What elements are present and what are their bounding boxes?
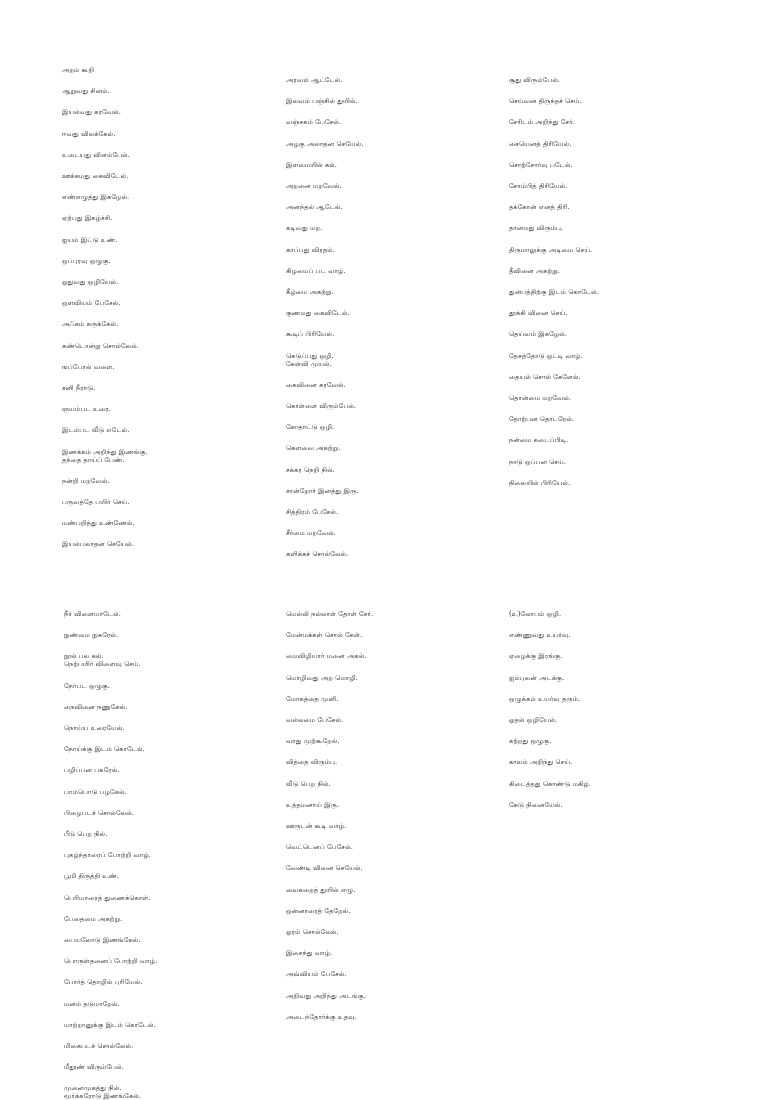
verse-line: நன்றி மறவேல். — [62, 476, 110, 485]
verse-line: காலம் அறிந்து செய். — [509, 758, 573, 767]
verse-entry — [509, 288, 599, 296]
verse-line: மேன்மக்கள் சொல் கேள். — [286, 631, 363, 640]
verse-line: பாம்பொடு பழகேல். — [64, 787, 127, 796]
verse-line: பூமி திருத்தி உண். — [64, 872, 120, 881]
verse-line: பருவத்தே பயிர் செய். — [62, 498, 130, 506]
verse-line: நீர் விளையாடேல். — [64, 610, 121, 618]
verse-entry — [64, 894, 151, 902]
verse-line: துன்பத்திற்கு இடம் கொடேல். — [509, 288, 600, 296]
verse-line: சித்திரம் பேசேல். — [286, 508, 339, 516]
verse-line: மண்பறித்து உண்ணேல். — [62, 519, 135, 528]
verse-line: சூது விரும்பேல். — [509, 76, 561, 84]
verse-line: பிழைபடச் சொல்லேல். — [64, 808, 134, 817]
verse-entry — [286, 610, 373, 618]
verse-entry — [64, 851, 151, 859]
verse-entry — [286, 780, 331, 788]
verse-line: ஏழைக்கு இரங்கு. — [509, 652, 563, 661]
verse-entry — [509, 246, 592, 254]
verse-entry — [286, 444, 340, 452]
verse-entry — [64, 978, 143, 986]
verse-entry — [286, 246, 335, 254]
verse-line: ஒன்னாரைத் தேறேல். — [286, 906, 351, 915]
verse-line: வாது முற்கூறேல். — [286, 737, 340, 746]
verse-line: கண்டொன்று சொல்லேல். — [62, 341, 139, 350]
verse-entry — [286, 76, 343, 84]
verse-line: கூடிப் பிரியேல். — [286, 330, 335, 339]
verse-entry — [286, 949, 332, 957]
verse-entry — [286, 224, 322, 232]
verse-line: இயல்வது கரவேல். — [62, 108, 121, 117]
verse-entry — [509, 695, 580, 703]
verse-line: புகழ்ந்தாரைப் போற்றி வாழ். — [64, 851, 151, 860]
verse-line: மைவிழியார் மனை அகல். — [286, 652, 367, 661]
verse-entry — [62, 477, 110, 485]
verse-entry — [286, 352, 334, 368]
verse-line: சொற்சோர்வு படேல். — [509, 160, 573, 169]
verse-line: மோகத்தை முனி. — [286, 694, 339, 703]
verse-line: பொருள்தனைப் போற்றி வாழ். — [64, 957, 158, 966]
verse-line: இடம்பட வீடு எடேல். — [62, 426, 130, 435]
verse-entry — [62, 384, 95, 392]
verse-line: சான்றோர் இனத்து இரு. — [286, 486, 359, 495]
verse-entry — [509, 780, 591, 788]
verse-line: இணக்கம் அறிந்து இணங்கு. — [62, 447, 148, 456]
verse-line: பீடு பெற நில். — [64, 830, 108, 838]
verse-entry — [509, 631, 571, 639]
verse-line: தக்கோன் எனத் திரி. — [509, 203, 570, 212]
verse-entry — [64, 652, 141, 668]
verse-entry — [509, 118, 575, 126]
verse-entry — [62, 342, 139, 350]
verse-entry — [62, 278, 118, 286]
verse-entry — [286, 801, 339, 809]
verse-line: அவ்வியம் பேசேல். — [286, 970, 347, 979]
verse-entry — [64, 1042, 133, 1050]
verse-line: ஊக்கமது கைவிடேல். — [62, 172, 129, 180]
verse-entry — [509, 610, 561, 618]
verse-entry — [509, 76, 560, 84]
verse-entry — [509, 309, 567, 317]
verse-entry — [62, 193, 129, 201]
verse-line: எண்எழுத்து இகழேல். — [62, 193, 130, 202]
verse-line: இளமையில் கல். — [286, 160, 337, 169]
verse-entry — [62, 405, 111, 413]
verse-entry — [64, 936, 141, 944]
verse-entry — [286, 402, 356, 410]
verse-entry — [62, 448, 148, 464]
verse-line: தெய்வம் இகழேல். — [509, 330, 567, 339]
verse-entry — [286, 118, 341, 126]
verse-entry — [286, 737, 340, 745]
verse-line: சுளிக்கச் சொல்லேல். — [286, 550, 349, 559]
verse-line: கேள்வி முயல். — [286, 359, 332, 368]
verse-entry — [509, 224, 563, 232]
verse-line: ஊருடன் கூடி வாழ். — [286, 822, 347, 830]
verse-line: நன்மை கடைப்பிடி. — [509, 436, 569, 445]
verse-line: நாடு ஒப்பன செய். — [509, 457, 567, 466]
verse-line: காப்பது விரதம். — [286, 245, 335, 254]
verse-entry — [509, 394, 571, 402]
verse-line: வல்லமை பேசேல். — [286, 716, 344, 724]
verse-entry — [286, 203, 343, 211]
verse-entry — [509, 737, 551, 745]
verse-line: இலவம் பஞ்சில் துயில். — [286, 97, 358, 106]
verse-line: பையலோடு இணங்கேல். — [64, 936, 141, 944]
verse-entry — [509, 415, 574, 423]
verse-line: சக்கர நெறி நில். — [286, 465, 335, 474]
verse-entry — [286, 508, 338, 516]
verse-entry — [62, 236, 118, 244]
verse-line: நோய்க்கு இடம் கொடேல். — [64, 745, 145, 754]
verse-line: கிடைத்தது கொண்டு மகிழ். — [509, 779, 591, 788]
verse-line: அறம் கூறி — [62, 66, 95, 74]
verse-line: தேசத்தோடு ஒட்டி வாழ். — [509, 351, 583, 360]
verse-entry — [62, 519, 135, 527]
verse-entry — [62, 363, 115, 371]
verse-entry — [64, 830, 107, 838]
verse-line: அழகு அலாதன செயேல். — [286, 139, 364, 148]
verse-entry — [286, 381, 346, 389]
verse-entry — [509, 352, 583, 360]
verse-line: அரவம் ஆட்டேல். — [286, 76, 343, 84]
verse-line: ஒழுக்கம் உயர்வு தரும். — [509, 694, 581, 703]
verse-line: தந்தை தாய்ப் பேண். — [62, 455, 125, 464]
verse-entry — [64, 631, 118, 639]
verse-line: மொழிவது அற மொழி. — [286, 673, 358, 682]
verse-line: பழிப்பன பகரேல். — [64, 766, 120, 775]
verse-entry — [62, 87, 110, 95]
verse-entry — [64, 724, 125, 732]
verse-line: முனைமுகத்து நில். — [64, 1084, 122, 1093]
verse-entry — [509, 182, 568, 190]
verse-line: கைவினை கரவேல். — [286, 380, 346, 389]
verse-line: ஆறுவது சினம். — [62, 87, 110, 96]
verse-line: (உ)லோபம் ஒழி. — [509, 610, 562, 618]
verse-line: வஞ்சகம் பேசேல். — [286, 118, 342, 127]
verse-line: நூல் பல கல். — [64, 652, 104, 661]
verse-entry — [64, 809, 134, 817]
verse-line: செய்வன திருந்தச் செய். — [509, 97, 582, 106]
verse-line: நெற்பயிர் விளைவு செய். — [64, 660, 141, 669]
verse-line: வேண்டி வினை செயேல். — [286, 864, 363, 873]
verse-entry — [62, 498, 130, 506]
verse-line: வித்தை விரும்பு. — [286, 758, 338, 767]
verse-line: கொள்ளை விரும்பேல். — [286, 402, 357, 410]
verse-entry — [509, 161, 573, 169]
verse-entry — [286, 182, 342, 190]
verse-entry — [286, 487, 358, 495]
verse-entry — [509, 97, 582, 105]
verse-line: ஓதுவது ஒழியேல். — [62, 278, 119, 286]
verse-entry — [509, 674, 564, 682]
verse-line: ஐயம் இட்டு உண். — [62, 235, 118, 244]
verse-entry — [64, 703, 128, 711]
verse-line: தையல் சொல் கேளேல். — [509, 372, 581, 381]
verse-entry — [64, 872, 119, 880]
verse-entry — [286, 97, 358, 105]
verse-line: கேடு நினையேல். — [509, 800, 563, 809]
verse-entry — [509, 458, 566, 466]
verse-line: ஓதல் ஒழியேல். — [509, 716, 558, 724]
verse-line: மனம் தடுமாறேல். — [64, 999, 120, 1008]
verse-entry — [64, 610, 121, 618]
verse-line: கெடுப்பது ஒழி. — [286, 351, 334, 360]
verse-line: ஞயம்பட உரை. — [62, 405, 111, 414]
verse-entry — [64, 957, 157, 965]
verse-line: ஓரம் சொல்லேல். — [286, 928, 339, 936]
verse-entry — [509, 801, 563, 809]
verse-line: ஒப்புரவு ஒழுகு. — [62, 256, 111, 265]
verse-entry — [286, 161, 337, 169]
verse-line: சையெனத் திரியேல். — [509, 139, 572, 148]
verse-entry — [62, 172, 128, 180]
verse-entry — [286, 1013, 357, 1021]
verse-entry — [64, 1084, 141, 1100]
verse-entry — [509, 140, 572, 148]
verse-entry — [62, 151, 130, 159]
verse-line: ஐம்புலன் அடக்கு. — [509, 673, 565, 682]
verse-entry — [62, 130, 115, 138]
verse-entry — [286, 928, 339, 936]
verse-entry — [62, 257, 111, 265]
verse-line: மாற்றானுக்கு இடம் கொடேல். — [64, 1020, 156, 1029]
verse-line: குணமது கைவிடேல். — [286, 309, 350, 318]
verse-entry — [286, 288, 334, 296]
verse-entry — [286, 674, 358, 682]
verse-entry — [286, 652, 367, 660]
verse-entry — [62, 299, 121, 307]
verse-entry — [286, 716, 343, 724]
verse-line: கற்றது ஒழுகு. — [509, 737, 552, 746]
verse-entry — [509, 436, 568, 444]
verse-entry — [62, 66, 94, 74]
verse-line: தானமது விரும்பு. — [509, 224, 564, 233]
verse-line: எண்ணுவது உயர்வு. — [509, 631, 571, 640]
verse-entry — [64, 745, 145, 753]
verse-entry — [286, 550, 348, 558]
verse-entry — [62, 540, 134, 548]
verse-line: உடையது விளம்பேல். — [62, 150, 130, 159]
verse-entry — [286, 267, 346, 275]
verse-entry — [286, 886, 355, 894]
verse-entry — [64, 915, 122, 923]
verse-line: சீர்மை மறவேல். — [286, 529, 336, 538]
verse-entry — [509, 373, 581, 381]
verse-line: சோம்பித் திரியேல். — [509, 182, 568, 190]
verse-line: தூக்கி வினை செய். — [509, 309, 568, 318]
verse-line: வெட்டெனப் பேசேல். — [286, 843, 353, 852]
verse-entry — [286, 970, 347, 978]
verse-entry — [286, 330, 334, 338]
verse-entry — [286, 466, 335, 474]
verse-line: போர்த் தொழில் புரியேல். — [64, 978, 143, 987]
verse-entry — [509, 758, 572, 766]
verse-line: கோதாட்டு ஒழி. — [286, 423, 335, 432]
verse-line: அனந்தல் ஆடேல். — [286, 203, 343, 212]
verse-entry — [286, 695, 339, 703]
verse-entry — [286, 423, 334, 431]
verse-line: நைவினை நணுகேல். — [64, 702, 128, 711]
verse-entry — [509, 330, 567, 338]
verse-entry — [286, 822, 346, 830]
verse-entry — [286, 758, 337, 766]
verse-entry — [62, 108, 121, 116]
verse-entry — [286, 140, 364, 148]
verse-line: அறிவது அறிந்து அடங்கு. — [286, 991, 366, 1000]
verse-line: ஙப்போல் வளை. — [62, 362, 115, 371]
verse-entry — [509, 479, 570, 487]
verse-entry — [64, 1000, 120, 1008]
verse-line: நொய்ய உரையேல். — [64, 724, 125, 732]
verse-line: இசைந்து வாழ். — [286, 949, 333, 958]
verse-entry — [64, 766, 120, 774]
verse-line: திருமாலுக்கு அடிமை செய். — [509, 245, 593, 254]
verse-line: உத்தமனாய் இரு. — [286, 800, 340, 809]
verse-line: கௌவை அகற்று. — [286, 444, 341, 453]
verse-line: தொன்மை மறவேல். — [509, 394, 572, 402]
verse-entry — [286, 864, 363, 872]
verse-entry — [62, 320, 118, 328]
verse-entry — [509, 652, 562, 660]
verse-line: வைகறைத் துயில் எழு. — [286, 885, 356, 894]
verse-entry — [62, 426, 129, 434]
verse-entry — [286, 992, 366, 1000]
verse-line: ஒளவியம் பேசேல். — [62, 299, 121, 308]
verse-line: அஃகம் சுருக்கேல். — [62, 320, 119, 329]
verse-entry — [286, 843, 353, 851]
verse-entry — [64, 1063, 124, 1071]
verse-line: மீதூண் விரும்பேல். — [64, 1063, 124, 1072]
verse-line: கீழ்மை அகற்று. — [286, 288, 334, 296]
verse-entry — [62, 214, 112, 222]
verse-line: வீடு பெற நில். — [286, 779, 331, 788]
verse-line: மூர்க்கரோடு இணங்கேல். — [64, 1092, 142, 1100]
verse-line: கிழமைப் பட வாழ். — [286, 266, 346, 275]
verse-line: சனி நீராடு. — [62, 384, 96, 392]
verse-line: அடைந்தோர்க்கு உதவு. — [286, 1012, 357, 1021]
verse-entry — [64, 682, 110, 690]
verse-line: இயல்பலாதன செயேல். — [62, 540, 135, 549]
verse-line: தீவினை அகற்று. — [509, 266, 561, 275]
verse-line: நேர்பட ஒழுகு. — [64, 681, 110, 690]
verse-entry — [286, 631, 362, 639]
verse-line: பேதைமை அகற்று. — [64, 914, 123, 923]
verse-entry — [64, 1021, 156, 1029]
verse-line: அறனை மறவேல். — [286, 182, 342, 190]
verse-line: பெரியாரைத் துணைக்கொள். — [64, 893, 151, 902]
verse-entry — [509, 267, 560, 275]
verse-entry — [286, 309, 350, 317]
verse-entry — [286, 529, 336, 537]
verse-line: தோற்பன தொடரேல். — [509, 415, 575, 424]
verse-entry — [509, 203, 570, 211]
verse-line: ஏற்பது இகழ்ச்சி. — [62, 214, 113, 223]
verse-entry — [509, 716, 557, 724]
verse-line: கடிவது மற. — [286, 224, 323, 233]
verse-entry — [286, 907, 351, 915]
verse-entry — [64, 788, 127, 796]
verse-line: சேரிடம் அறிந்து சேர். — [509, 118, 575, 127]
verse-line: மிகைபடச் சொல்லேல். — [64, 1042, 134, 1050]
verse-line: ஈவது விலக்கேல். — [62, 129, 116, 138]
verse-line: மெல்லி நல்லாள் தோள் சேர். — [286, 610, 374, 618]
verse-line: நிலையில் பிரியேல். — [509, 478, 571, 487]
verse-line: நுண்மை நுகரேல். — [64, 631, 119, 640]
